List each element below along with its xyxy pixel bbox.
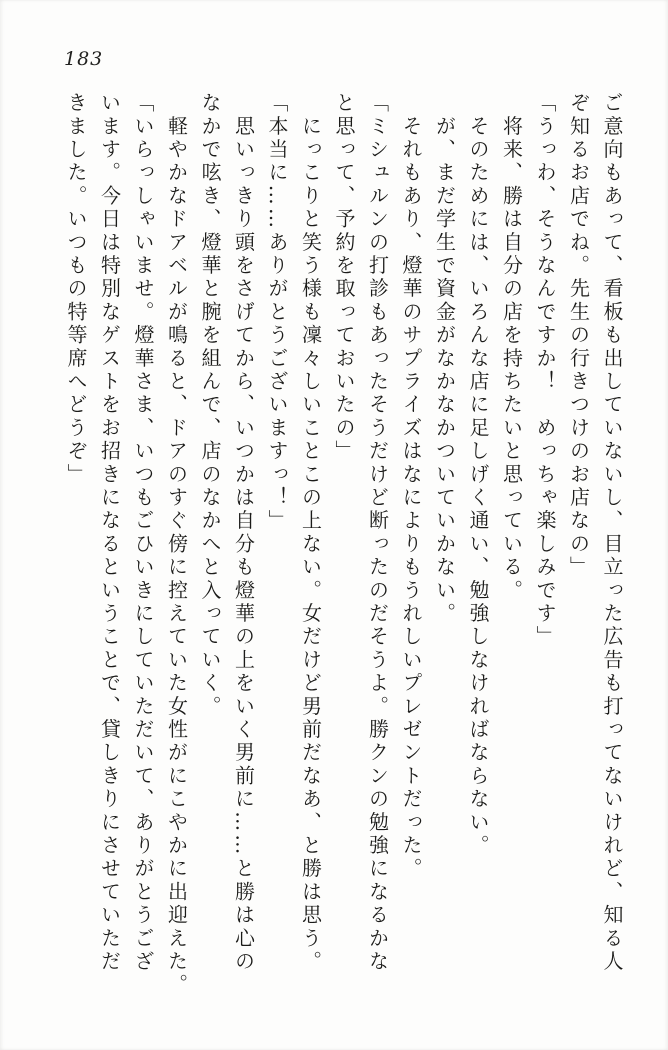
text-column: 「ミシュルンの打診もあったそうだけど断ったのだそうよ。勝クンの勉強になるかな xyxy=(365,92,390,974)
text-column: 将来、勝は自分の店を持ちたいと思っている。 xyxy=(499,92,524,603)
text-column: 思いっきり頭をさげてから、いつかは自分も燈華の上をいく男前に……と勝は心の xyxy=(231,92,256,974)
text-column: にっこりと笑う様も凜々しいことこの上ない。女だけど男前だなあ、と勝は思う。 xyxy=(298,92,323,974)
text-column: 軽やかなドアベルが鳴ると、ドアのすぐ傍に控えていた女性がにこやかに出迎えた。 xyxy=(164,92,189,997)
page-text xyxy=(59,92,629,997)
text-column: 「本当に……ありがとうございますっ！」 xyxy=(265,92,289,533)
text-column: と思って、予約を取っておいたの」 xyxy=(332,92,356,464)
page-number: 183 xyxy=(64,48,104,70)
text-column: なかで呟き、燈華と腕を組んで、店のなかへと入っていく。 xyxy=(198,92,222,719)
text-column: ぞ知るお店でね。先生の行きつけのお店なの」 xyxy=(566,92,591,580)
text-column: 「いらっしゃいませ。燈華さま、いつもごひいきにしていただいて、ありがとうござ xyxy=(131,92,155,974)
text-column: ご意向もあって、看板も出していないし、目立った広告も打ってないけれど、知る人 xyxy=(600,92,624,974)
text-column: が、まだ学生で資金がなかなかついていかない。 xyxy=(432,92,457,626)
text-column: きました。いつもの特等席へどうぞ」 xyxy=(64,92,88,487)
text-column: 「うっわ、そうなんですか！ めっちゃ楽しみです」 xyxy=(533,92,557,649)
text-column: います。今日は特別なゲストをお招きになるということで、貸しきりにさせていただ xyxy=(97,92,122,974)
text-column: そのためには、いろんな店に足しげく通い、勉強しなければならない。 xyxy=(466,92,490,858)
text-column: それもあり、燈華のサプライズはなによりもうれしいプレゼントだった。 xyxy=(399,92,423,881)
